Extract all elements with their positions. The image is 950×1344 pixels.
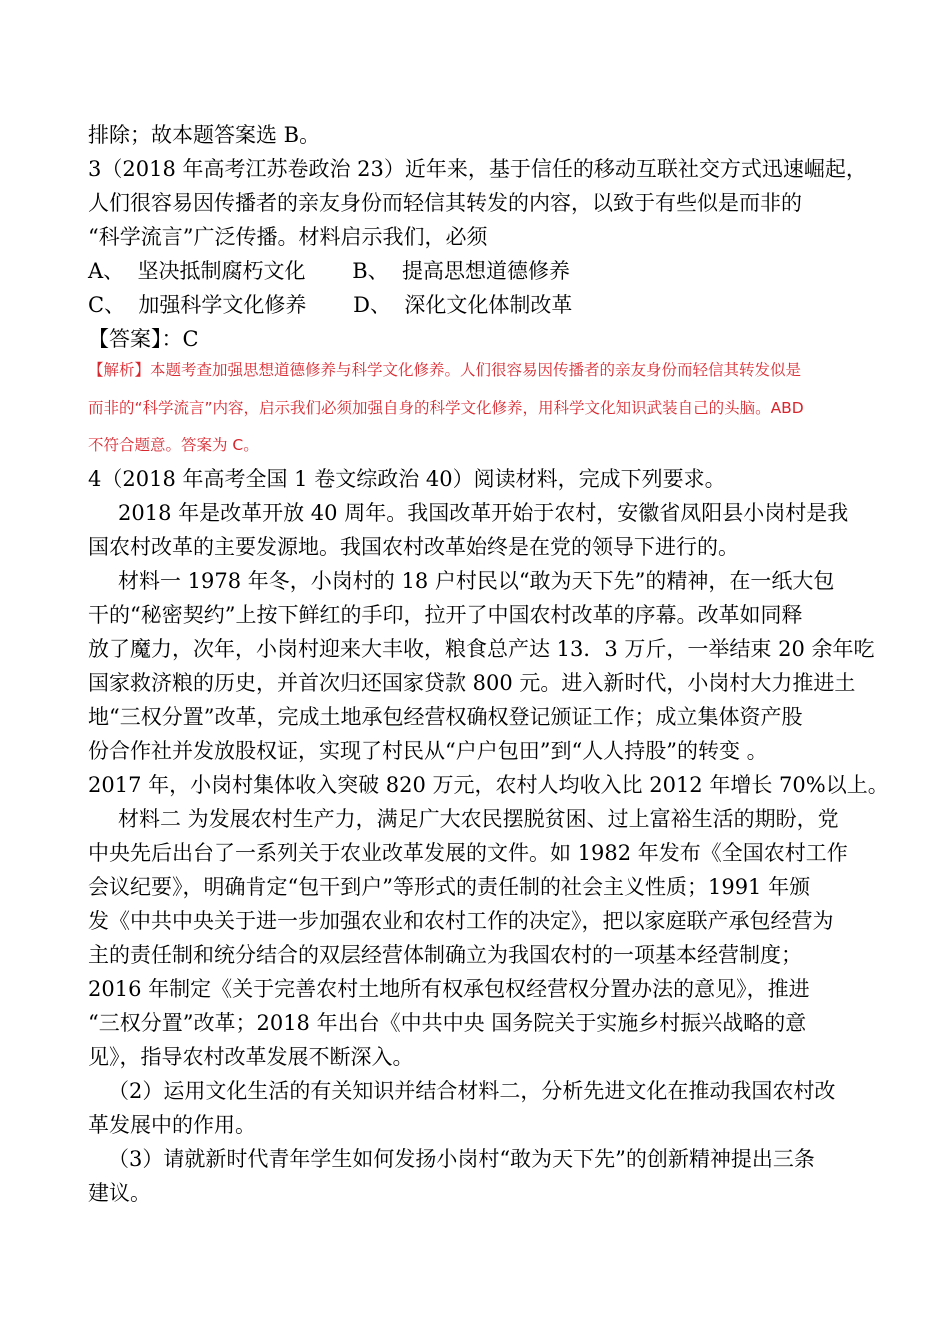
text-line: 放了魔力，次年，小岗村迎来大丰收，粮食总产达 13．3 万斤，一举结束 20 余年吃 xyxy=(88,637,875,661)
material-1: 材料一 1978 年冬，小岗村的 18 户村民以“敢为天下先”的精神，在一纸大包 xyxy=(118,569,835,593)
analysis-line: 不符合题意。答案为 C。 xyxy=(88,436,259,454)
text-line: 会议纪要》，明确肯定“包干到户”等形式的责任制的社会主义性质；1991 年颁 xyxy=(88,875,811,899)
question-3-stem: 3（2018 年高考江苏卷政治 23）近年来，基于信任的移动互联社交方式迅速崛起， xyxy=(88,157,867,181)
sub-question-3: （3）请就新时代青年学生如何发扬小岗村“敢为天下先”的创新精神提出三条 xyxy=(108,1147,815,1171)
text-line: 见》，指导农村改革发展不断深入。 xyxy=(88,1045,414,1069)
text-line: 建议。 xyxy=(88,1181,151,1205)
text-line: 地“三权分置”改革，完成土地承包经营权确权登记颁证工作；成立集体资产股 xyxy=(88,705,803,729)
text-line: 2017 年，小岗村集体收入突破 820 万元，农村人均收入比 2012 年增长 70%以上。 xyxy=(88,773,889,797)
text-line: 人们很容易因传播者的亲友身份而轻信其转发的内容，以致于有些似是而非的 xyxy=(88,191,802,215)
material-2: 材料二 为发展农村生产力，满足广大农民摆脱贫困、过上富裕生活的期盼，党 xyxy=(118,807,839,831)
text-line: 主的责任制和统分结合的双层经营体制确立为我国农村的一项基本经营制度； xyxy=(88,943,802,967)
text-line: 份合作社并发放股权证，实现了村民从“户户包田”到“人人持股”的转变 。 xyxy=(88,739,768,763)
text-line: 国农村改革的主要发源地。我国农村改革始终是在党的领导下进行的。 xyxy=(88,535,739,559)
text-line: 干的“秘密契约”上按下鲜红的手印，拉开了中国农村改革的序幕。改革如同释 xyxy=(88,603,803,627)
answer-label: 【答案】：C xyxy=(88,327,199,351)
options-cd: C、 加强科学文化修养 D、 深化文化体制改革 xyxy=(88,293,573,317)
text-line: 中央先后出台了一系列关于农业改革发展的文件。如 1982 年发布《全国农村工作 xyxy=(88,841,848,865)
text-line: 排除；故本题答案选 B。 xyxy=(88,123,321,147)
question-4-stem: 4（2018 年高考全国 1 卷文综政治 40）阅读材料，完成下列要求。 xyxy=(88,467,726,491)
sub-question-2: （2）运用文化生活的有关知识并结合材料二，分析先进文化在推动我国农村改 xyxy=(108,1079,836,1103)
analysis-line: 而非的“科学流言”内容，启示我们必须加强自身的科学文化修养，用科学文化知识武装自己的头脑。ABD xyxy=(88,399,804,417)
text-line: 2016 年制定《关于完善农村土地所有权承包权经营权分置办法的意见》，推进 xyxy=(88,977,810,1001)
text-line: 发《中共中央关于进一步加强农业和农村工作的决定》，把以家庭联产承包经营为 xyxy=(88,909,834,933)
text-line: 国家救济粮的历史，并首次归还国家贷款 800 元。进入新时代，小岗村大力推进土 xyxy=(88,671,856,695)
text-line: 革发展中的作用。 xyxy=(88,1113,256,1137)
text-line: 2018 年是改革开放 40 周年。我国改革开始于农村，安徽省凤阳县小岗村是我 xyxy=(118,501,849,525)
options-ab: A、 坚决抵制腐朽文化 B、 提高思想道德修养 xyxy=(88,259,571,283)
text-line: “科学流言”广泛传播。材料启示我们，必须 xyxy=(88,225,488,249)
analysis-line: 【解析】本题考查加强思想道德修养与科学文化修养。人们很容易因传播者的亲友身份而轻信其转发似是 xyxy=(88,361,802,379)
text-line: “三权分置”改革；2018 年出台《中共中央 国务院关于实施乡村振兴战略的意 xyxy=(88,1011,807,1035)
